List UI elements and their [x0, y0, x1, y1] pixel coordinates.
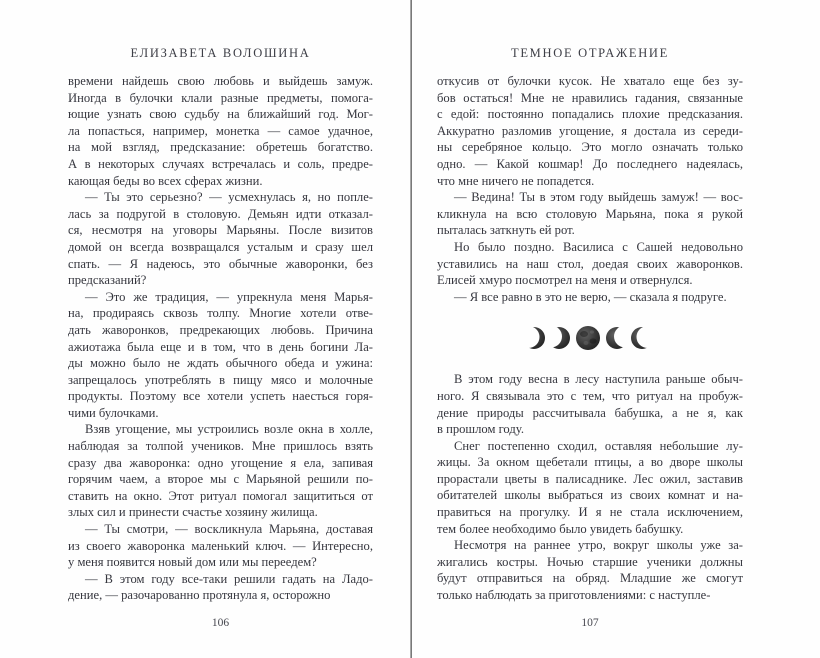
text-line: в прошлом году.	[437, 422, 524, 437]
waning-crescent-moon-icon	[606, 327, 628, 349]
text-line: предсказаний?	[68, 273, 147, 288]
text-line: дение, — разочарованно протянула я, осторожно	[68, 588, 331, 603]
paragraph	[68, 189, 373, 289]
text-line: с едой: постоянно попадались плохие предсказания.	[437, 107, 743, 122]
text-line: кающая беды во всех сферах жизни.	[68, 173, 263, 188]
text-line: обитателей школы выбраться из своих комнат и на-	[437, 488, 743, 503]
text-line: Снег постепенно сходил, оставляя небольшие лу-	[454, 438, 743, 453]
left-running-header: ЕЛИЗАВЕТА ВОЛОШИНА	[130, 46, 311, 60]
right-page-number: 107	[581, 617, 599, 629]
text-line: Но было поздно. Василиса с Сашей недовольно	[454, 239, 743, 254]
text-line: В этом году весна в лесу наступила раньше обыч-	[454, 372, 743, 387]
text-line: на мой взгляд, предсказание: обретешь богатство.	[68, 140, 373, 155]
text-line: Взяв угощение, мы устроились возле окна в холле,	[85, 422, 373, 437]
text-line: — В этом году все-таки решили гадать на Ладо-	[85, 571, 373, 586]
left-page-number: 106	[211, 617, 230, 629]
text-line: откусив от булочки кусок. Не хватало еще без зу-	[437, 74, 743, 88]
text-line: прорастали цветы в палисаднике. Лес ожил, заставив	[437, 471, 743, 486]
text-line: только наблюдать за приготовлениями: с наступле-	[437, 588, 711, 603]
text-line: Иногда в булочки клали разные предметы, помога-	[68, 90, 373, 105]
text-line: — Это же традиция, — упрекнула меня Марья-	[85, 289, 373, 304]
text-line: лась за подругой в столовую. Демьян идти отказал-	[68, 206, 373, 221]
left-page-body	[68, 73, 373, 604]
text-line: тем более необходимо было увидеть бабушку.	[437, 521, 684, 536]
moon-phases-ornament	[525, 323, 655, 353]
text-line: ного. Я связывала это с тем, что ритуал на пробуж-	[437, 388, 743, 403]
text-line: домой он всегда возвращался усталым и сразу шел	[68, 239, 373, 254]
text-line: бов остаться! Мне не нравились гадания, связанные	[437, 90, 743, 105]
text-line: дение природы рассчитывала бабушка, а не я, как	[437, 405, 743, 420]
text-line: на, продираясь сквозь толпу. Многие хотели отве-	[68, 306, 373, 321]
right-text-column	[437, 46, 743, 604]
text-line: Несмотря на раннее утро, вокруг школы уже за-	[454, 538, 743, 553]
paragraph	[68, 571, 373, 604]
paragraph	[437, 438, 743, 538]
paragraph	[437, 189, 743, 239]
waning-crescent-thin-moon-icon	[631, 327, 653, 349]
text-line: ны серебряное кольцо. Это могло означать только	[437, 140, 743, 155]
paragraph	[437, 73, 743, 189]
text-line: ажиотажа была еще и в том, что в день богини Ла-	[68, 339, 373, 354]
full-moon-icon	[576, 326, 600, 350]
text-line: у меня появится новый дом или мы переедем?	[68, 555, 317, 570]
paragraph	[437, 371, 743, 437]
text-line: ставить на окно. Этот ритуал помогал защититься от	[68, 488, 373, 503]
text-line: жигались костры. Ночью старшие ученики должны	[437, 554, 743, 569]
text-line: запрещалось употреблять в пищу мясо и молочные	[68, 372, 373, 387]
text-line: продукты. Поэтому все хотели успеть наесться горя-	[68, 389, 373, 404]
text-line: одно. — Какой кошмар! До последнего надеялась,	[437, 156, 743, 171]
text-line: чими булочками.	[68, 405, 159, 420]
left-text-column	[68, 46, 373, 604]
text-line: ся, несмотря на уговоры Марьяны. После визитов	[68, 223, 373, 238]
text-line: — Я все равно в это не верю, — сказала я подруге.	[454, 289, 727, 304]
waxing-crescent-thin-moon-icon	[525, 327, 545, 349]
text-line: А в некоторых случаях встречалась и соль, предре-	[68, 156, 373, 171]
text-line: из своего жаворонка маленький ключ. — Интересно,	[68, 538, 373, 553]
text-line: Аккуратно разломив угощение, я достала из середи-	[437, 123, 743, 138]
text-line: — Ведина! Ты в этом году выйдешь замуж! — вос-	[454, 190, 743, 205]
text-line: сразу два жаворонка: одно угощение я ела, запивая	[68, 455, 373, 470]
text-line: Елисей хмуро посмотрел на меня и отвернулся.	[437, 273, 693, 288]
text-line: времени найдешь свою любовь и выйдешь замуж.	[68, 74, 373, 88]
paragraph	[68, 73, 373, 189]
text-line: кликнула на всю столовую Марьяна, пока я рукой	[437, 206, 743, 221]
text-line: ющие узнать свою судьбу на ближайший год. Мог-	[68, 107, 373, 122]
paragraph	[437, 239, 743, 289]
text-line: будут отправиться на обряд. Младшие же смогут	[437, 571, 743, 586]
text-line: ла попасться, например, монетка — самое удачное,	[68, 123, 373, 138]
paragraph	[68, 289, 373, 422]
text-line: горячим чаем, а второе мы с Марьяной решили по-	[68, 472, 373, 487]
right-page	[412, 0, 820, 658]
right-running-header: ТЕМНОЕ ОТРАЖЕНИЕ	[511, 46, 669, 60]
text-line: правиться на прогулку. И я не стала исключением,	[437, 505, 743, 520]
text-line: уставились на наш стол, доедая своих жаворонков.	[437, 256, 743, 271]
text-line: дать жаворонков, предрекающих любовь. Причина	[68, 322, 373, 337]
text-line: что мне ничего не попадется.	[437, 173, 595, 188]
paragraph	[437, 289, 743, 306]
paragraph	[68, 521, 373, 571]
text-line: — Ты это серьезно? — усмехнулась я, но попле-	[85, 190, 373, 205]
paragraph	[437, 537, 743, 603]
text-line: злых сил и принести счастье хозяину жилища.	[68, 505, 318, 520]
text-line: — Ты смотри, — воскликнула Марьяна, доставая	[85, 522, 373, 537]
paragraph	[68, 421, 373, 521]
waxing-crescent-moon-icon	[548, 327, 570, 349]
text-line: ды можно было не ждать обычного обеда и ужина:	[68, 356, 373, 371]
text-line: пыталась заткнуть ей рот.	[437, 223, 575, 238]
text-line: спать. — Я надеюсь, это обычные жаворонки, без	[68, 256, 373, 271]
right-page-body	[437, 73, 743, 604]
text-line: наблюдая за толпой учеников. Мне пришлось взять	[68, 439, 373, 454]
text-line: жицы. За окном щебетали птицы, а во дворе школы	[437, 455, 743, 470]
section-break-ornament	[437, 305, 743, 371]
